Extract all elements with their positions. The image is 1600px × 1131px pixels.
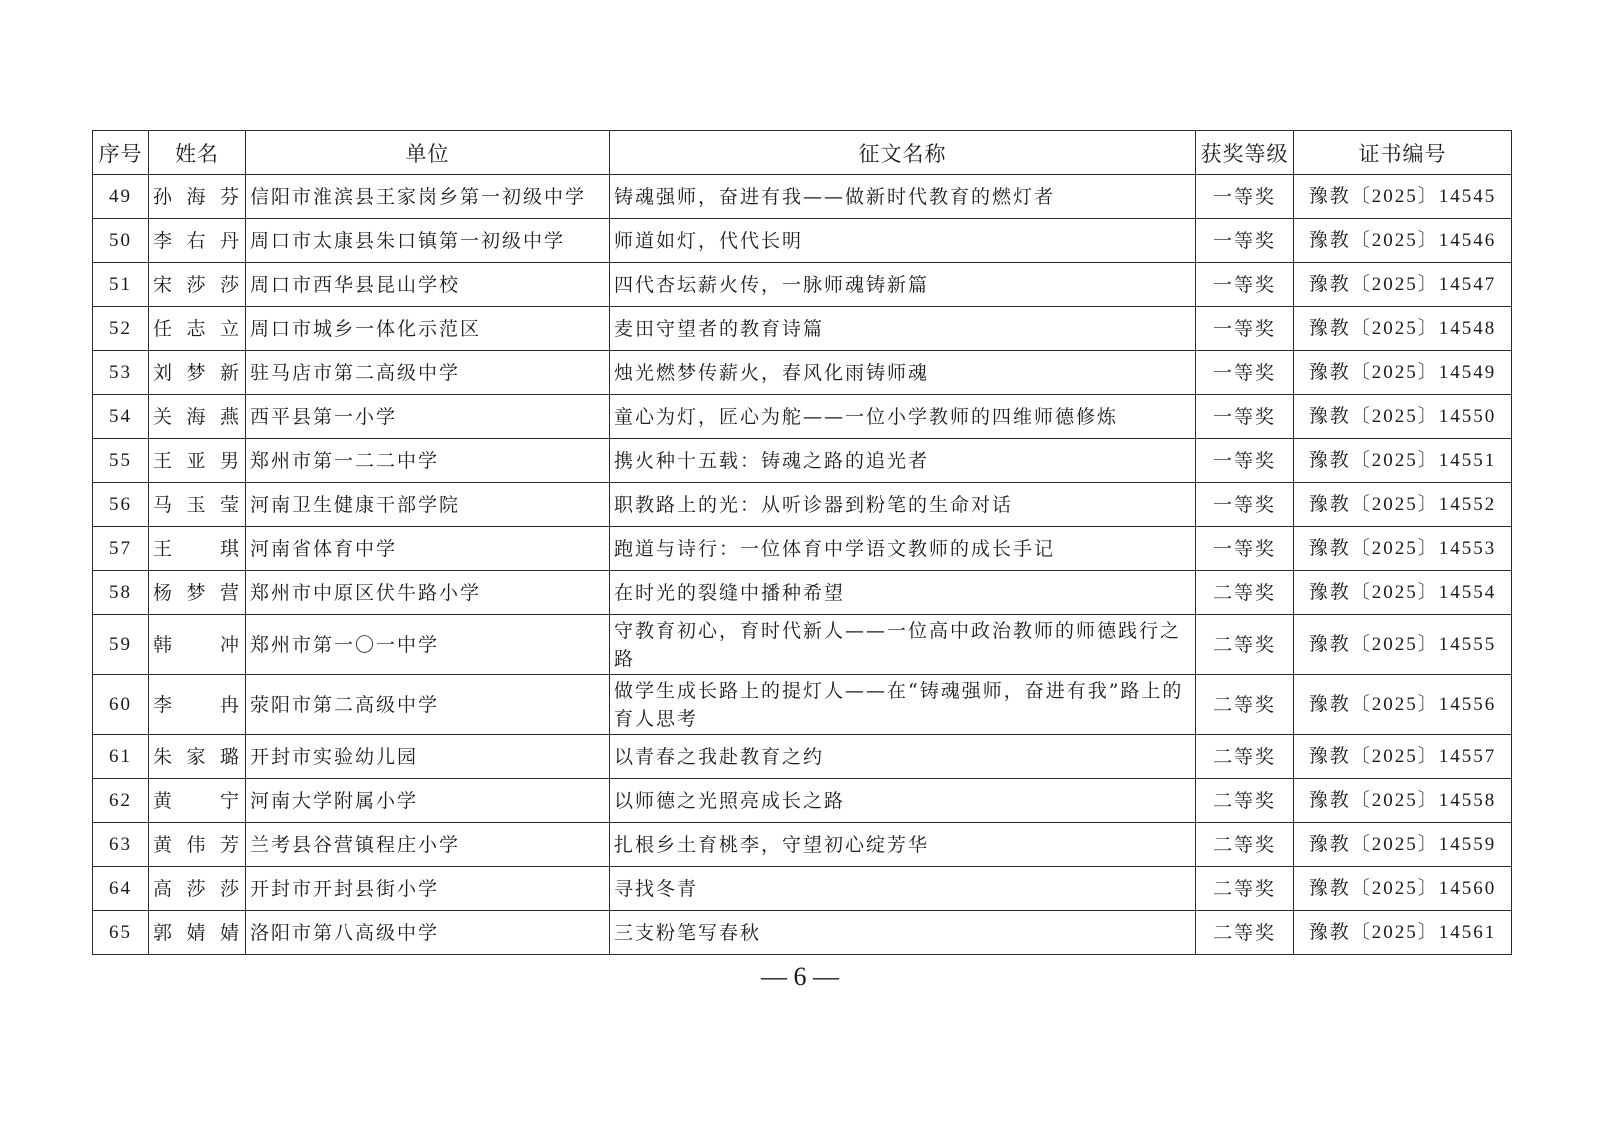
cell-level: 一等奖 bbox=[1196, 263, 1294, 307]
cell-unit: 开封市开封县街小学 bbox=[246, 867, 610, 911]
cell-title: 以师德之光照亮成长之路 bbox=[610, 779, 1196, 823]
cell-name: 杨梦营 bbox=[149, 571, 246, 615]
page-number: — 6 — bbox=[761, 962, 839, 991]
table-row bbox=[93, 527, 1512, 571]
cell-seq: 65 bbox=[93, 911, 149, 955]
cell-name: 任志立 bbox=[149, 307, 246, 351]
cell-level: 二等奖 bbox=[1196, 571, 1294, 615]
cell-seq: 50 bbox=[93, 219, 149, 263]
cell-title: 跑道与诗行：一位体育中学语文教师的成长手记 bbox=[610, 527, 1196, 571]
cell-seq: 54 bbox=[93, 395, 149, 439]
cell-unit: 周口市西华县昆山学校 bbox=[246, 263, 610, 307]
cell-cert: 豫教〔2025〕14555 bbox=[1294, 615, 1512, 675]
cell-cert: 豫教〔2025〕14560 bbox=[1294, 867, 1512, 911]
cell-level: 二等奖 bbox=[1196, 779, 1294, 823]
cell-seq: 62 bbox=[93, 779, 149, 823]
cell-name: 孙海芬 bbox=[149, 175, 246, 219]
header-seq: 序号 bbox=[93, 131, 149, 175]
table-row bbox=[93, 483, 1512, 527]
cell-name: 黄伟芳 bbox=[149, 823, 246, 867]
cell-seq: 61 bbox=[93, 735, 149, 779]
cell-name: 宋莎莎 bbox=[149, 263, 246, 307]
cell-level: 一等奖 bbox=[1196, 351, 1294, 395]
cell-cert: 豫教〔2025〕14561 bbox=[1294, 911, 1512, 955]
cell-seq: 52 bbox=[93, 307, 149, 351]
cell-cert: 豫教〔2025〕14557 bbox=[1294, 735, 1512, 779]
table-row bbox=[93, 351, 1512, 395]
cell-title: 职教路上的光：从听诊器到粉笔的生命对话 bbox=[610, 483, 1196, 527]
cell-cert: 豫教〔2025〕14556 bbox=[1294, 675, 1512, 735]
header-unit: 单位 bbox=[246, 131, 610, 175]
cell-unit: 兰考县谷营镇程庄小学 bbox=[246, 823, 610, 867]
table-row bbox=[93, 439, 1512, 483]
header-row bbox=[93, 131, 1512, 175]
cell-name: 王琪 bbox=[149, 527, 246, 571]
cell-level: 一等奖 bbox=[1196, 307, 1294, 351]
cell-cert: 豫教〔2025〕14545 bbox=[1294, 175, 1512, 219]
cell-level: 一等奖 bbox=[1196, 395, 1294, 439]
cell-unit: 郑州市第一〇一中学 bbox=[246, 615, 610, 675]
cell-seq: 57 bbox=[93, 527, 149, 571]
cell-title: 在时光的裂缝中播种希望 bbox=[610, 571, 1196, 615]
cell-name: 关海燕 bbox=[149, 395, 246, 439]
cell-level: 一等奖 bbox=[1196, 219, 1294, 263]
cell-level: 一等奖 bbox=[1196, 175, 1294, 219]
cell-level: 一等奖 bbox=[1196, 527, 1294, 571]
cell-title: 守教育初心，育时代新人——一位高中政治教师的师德践行之路 bbox=[610, 615, 1196, 675]
header-cert: 证书编号 bbox=[1294, 131, 1512, 175]
cell-seq: 56 bbox=[93, 483, 149, 527]
cell-unit: 郑州市中原区伏牛路小学 bbox=[246, 571, 610, 615]
cell-title: 师道如灯，代代长明 bbox=[610, 219, 1196, 263]
awards-table bbox=[92, 130, 1512, 955]
table-header bbox=[93, 131, 1512, 175]
cell-unit: 驻马店市第二高级中学 bbox=[246, 351, 610, 395]
cell-name: 王亚男 bbox=[149, 439, 246, 483]
table-row bbox=[93, 219, 1512, 263]
cell-unit: 开封市实验幼儿园 bbox=[246, 735, 610, 779]
cell-title: 三支粉笔写春秋 bbox=[610, 911, 1196, 955]
cell-title: 铸魂强师，奋进有我——做新时代教育的燃灯者 bbox=[610, 175, 1196, 219]
table-row bbox=[93, 779, 1512, 823]
cell-name: 黄宁 bbox=[149, 779, 246, 823]
table-row bbox=[93, 571, 1512, 615]
cell-unit: 信阳市淮滨县王家岗乡第一初级中学 bbox=[246, 175, 610, 219]
cell-name: 郭婧婧 bbox=[149, 911, 246, 955]
cell-seq: 51 bbox=[93, 263, 149, 307]
header-title: 征文名称 bbox=[610, 131, 1196, 175]
cell-seq: 49 bbox=[93, 175, 149, 219]
table-row bbox=[93, 823, 1512, 867]
cell-unit: 河南省体育中学 bbox=[246, 527, 610, 571]
cell-level: 二等奖 bbox=[1196, 615, 1294, 675]
cell-seq: 64 bbox=[93, 867, 149, 911]
cell-cert: 豫教〔2025〕14559 bbox=[1294, 823, 1512, 867]
cell-seq: 59 bbox=[93, 615, 149, 675]
cell-cert: 豫教〔2025〕14549 bbox=[1294, 351, 1512, 395]
cell-name: 李冉 bbox=[149, 675, 246, 735]
table-row bbox=[93, 395, 1512, 439]
cell-title: 寻找冬青 bbox=[610, 867, 1196, 911]
table-body bbox=[93, 175, 1512, 955]
cell-seq: 63 bbox=[93, 823, 149, 867]
cell-cert: 豫教〔2025〕14554 bbox=[1294, 571, 1512, 615]
cell-level: 二等奖 bbox=[1196, 823, 1294, 867]
cell-title: 做学生成长路上的提灯人——在“铸魂强师，奋进有我”路上的育人思考 bbox=[610, 675, 1196, 735]
cell-seq: 53 bbox=[93, 351, 149, 395]
cell-title: 麦田守望者的教育诗篇 bbox=[610, 307, 1196, 351]
cell-seq: 60 bbox=[93, 675, 149, 735]
cell-cert: 豫教〔2025〕14548 bbox=[1294, 307, 1512, 351]
cell-title: 扎根乡土育桃李，守望初心绽芳华 bbox=[610, 823, 1196, 867]
table-row bbox=[93, 675, 1512, 735]
cell-unit: 河南卫生健康干部学院 bbox=[246, 483, 610, 527]
cell-cert: 豫教〔2025〕14547 bbox=[1294, 263, 1512, 307]
table-row bbox=[93, 867, 1512, 911]
table-row bbox=[93, 263, 1512, 307]
cell-cert: 豫教〔2025〕14558 bbox=[1294, 779, 1512, 823]
cell-level: 二等奖 bbox=[1196, 675, 1294, 735]
table-row bbox=[93, 615, 1512, 675]
header-level: 获奖等级 bbox=[1196, 131, 1294, 175]
cell-title: 以青春之我赴教育之约 bbox=[610, 735, 1196, 779]
cell-level: 二等奖 bbox=[1196, 867, 1294, 911]
table-row bbox=[93, 307, 1512, 351]
cell-unit: 郑州市第一二二中学 bbox=[246, 439, 610, 483]
cell-seq: 55 bbox=[93, 439, 149, 483]
cell-name: 李右丹 bbox=[149, 219, 246, 263]
cell-title: 四代杏坛薪火传，一脉师魂铸新篇 bbox=[610, 263, 1196, 307]
cell-unit: 荥阳市第二高级中学 bbox=[246, 675, 610, 735]
cell-name: 韩冲 bbox=[149, 615, 246, 675]
cell-level: 二等奖 bbox=[1196, 911, 1294, 955]
header-name: 姓名 bbox=[149, 131, 246, 175]
cell-cert: 豫教〔2025〕14551 bbox=[1294, 439, 1512, 483]
cell-cert: 豫教〔2025〕14550 bbox=[1294, 395, 1512, 439]
cell-name: 马玉莹 bbox=[149, 483, 246, 527]
cell-unit: 洛阳市第八高级中学 bbox=[246, 911, 610, 955]
cell-seq: 58 bbox=[93, 571, 149, 615]
cell-unit: 周口市城乡一体化示范区 bbox=[246, 307, 610, 351]
cell-name: 高莎莎 bbox=[149, 867, 246, 911]
cell-unit: 西平县第一小学 bbox=[246, 395, 610, 439]
cell-level: 二等奖 bbox=[1196, 735, 1294, 779]
table-row bbox=[93, 175, 1512, 219]
cell-cert: 豫教〔2025〕14552 bbox=[1294, 483, 1512, 527]
cell-cert: 豫教〔2025〕14553 bbox=[1294, 527, 1512, 571]
cell-unit: 河南大学附属小学 bbox=[246, 779, 610, 823]
cell-level: 一等奖 bbox=[1196, 483, 1294, 527]
cell-level: 一等奖 bbox=[1196, 439, 1294, 483]
cell-unit: 周口市太康县朱口镇第一初级中学 bbox=[246, 219, 610, 263]
cell-title: 童心为灯，匠心为舵——一位小学教师的四维师德修炼 bbox=[610, 395, 1196, 439]
cell-cert: 豫教〔2025〕14546 bbox=[1294, 219, 1512, 263]
cell-name: 朱家璐 bbox=[149, 735, 246, 779]
table-row bbox=[93, 735, 1512, 779]
cell-title: 烛光燃梦传薪火，春风化雨铸师魂 bbox=[610, 351, 1196, 395]
cell-title: 携火种十五载：铸魂之路的追光者 bbox=[610, 439, 1196, 483]
table-row bbox=[93, 911, 1512, 955]
cell-name: 刘梦新 bbox=[149, 351, 246, 395]
